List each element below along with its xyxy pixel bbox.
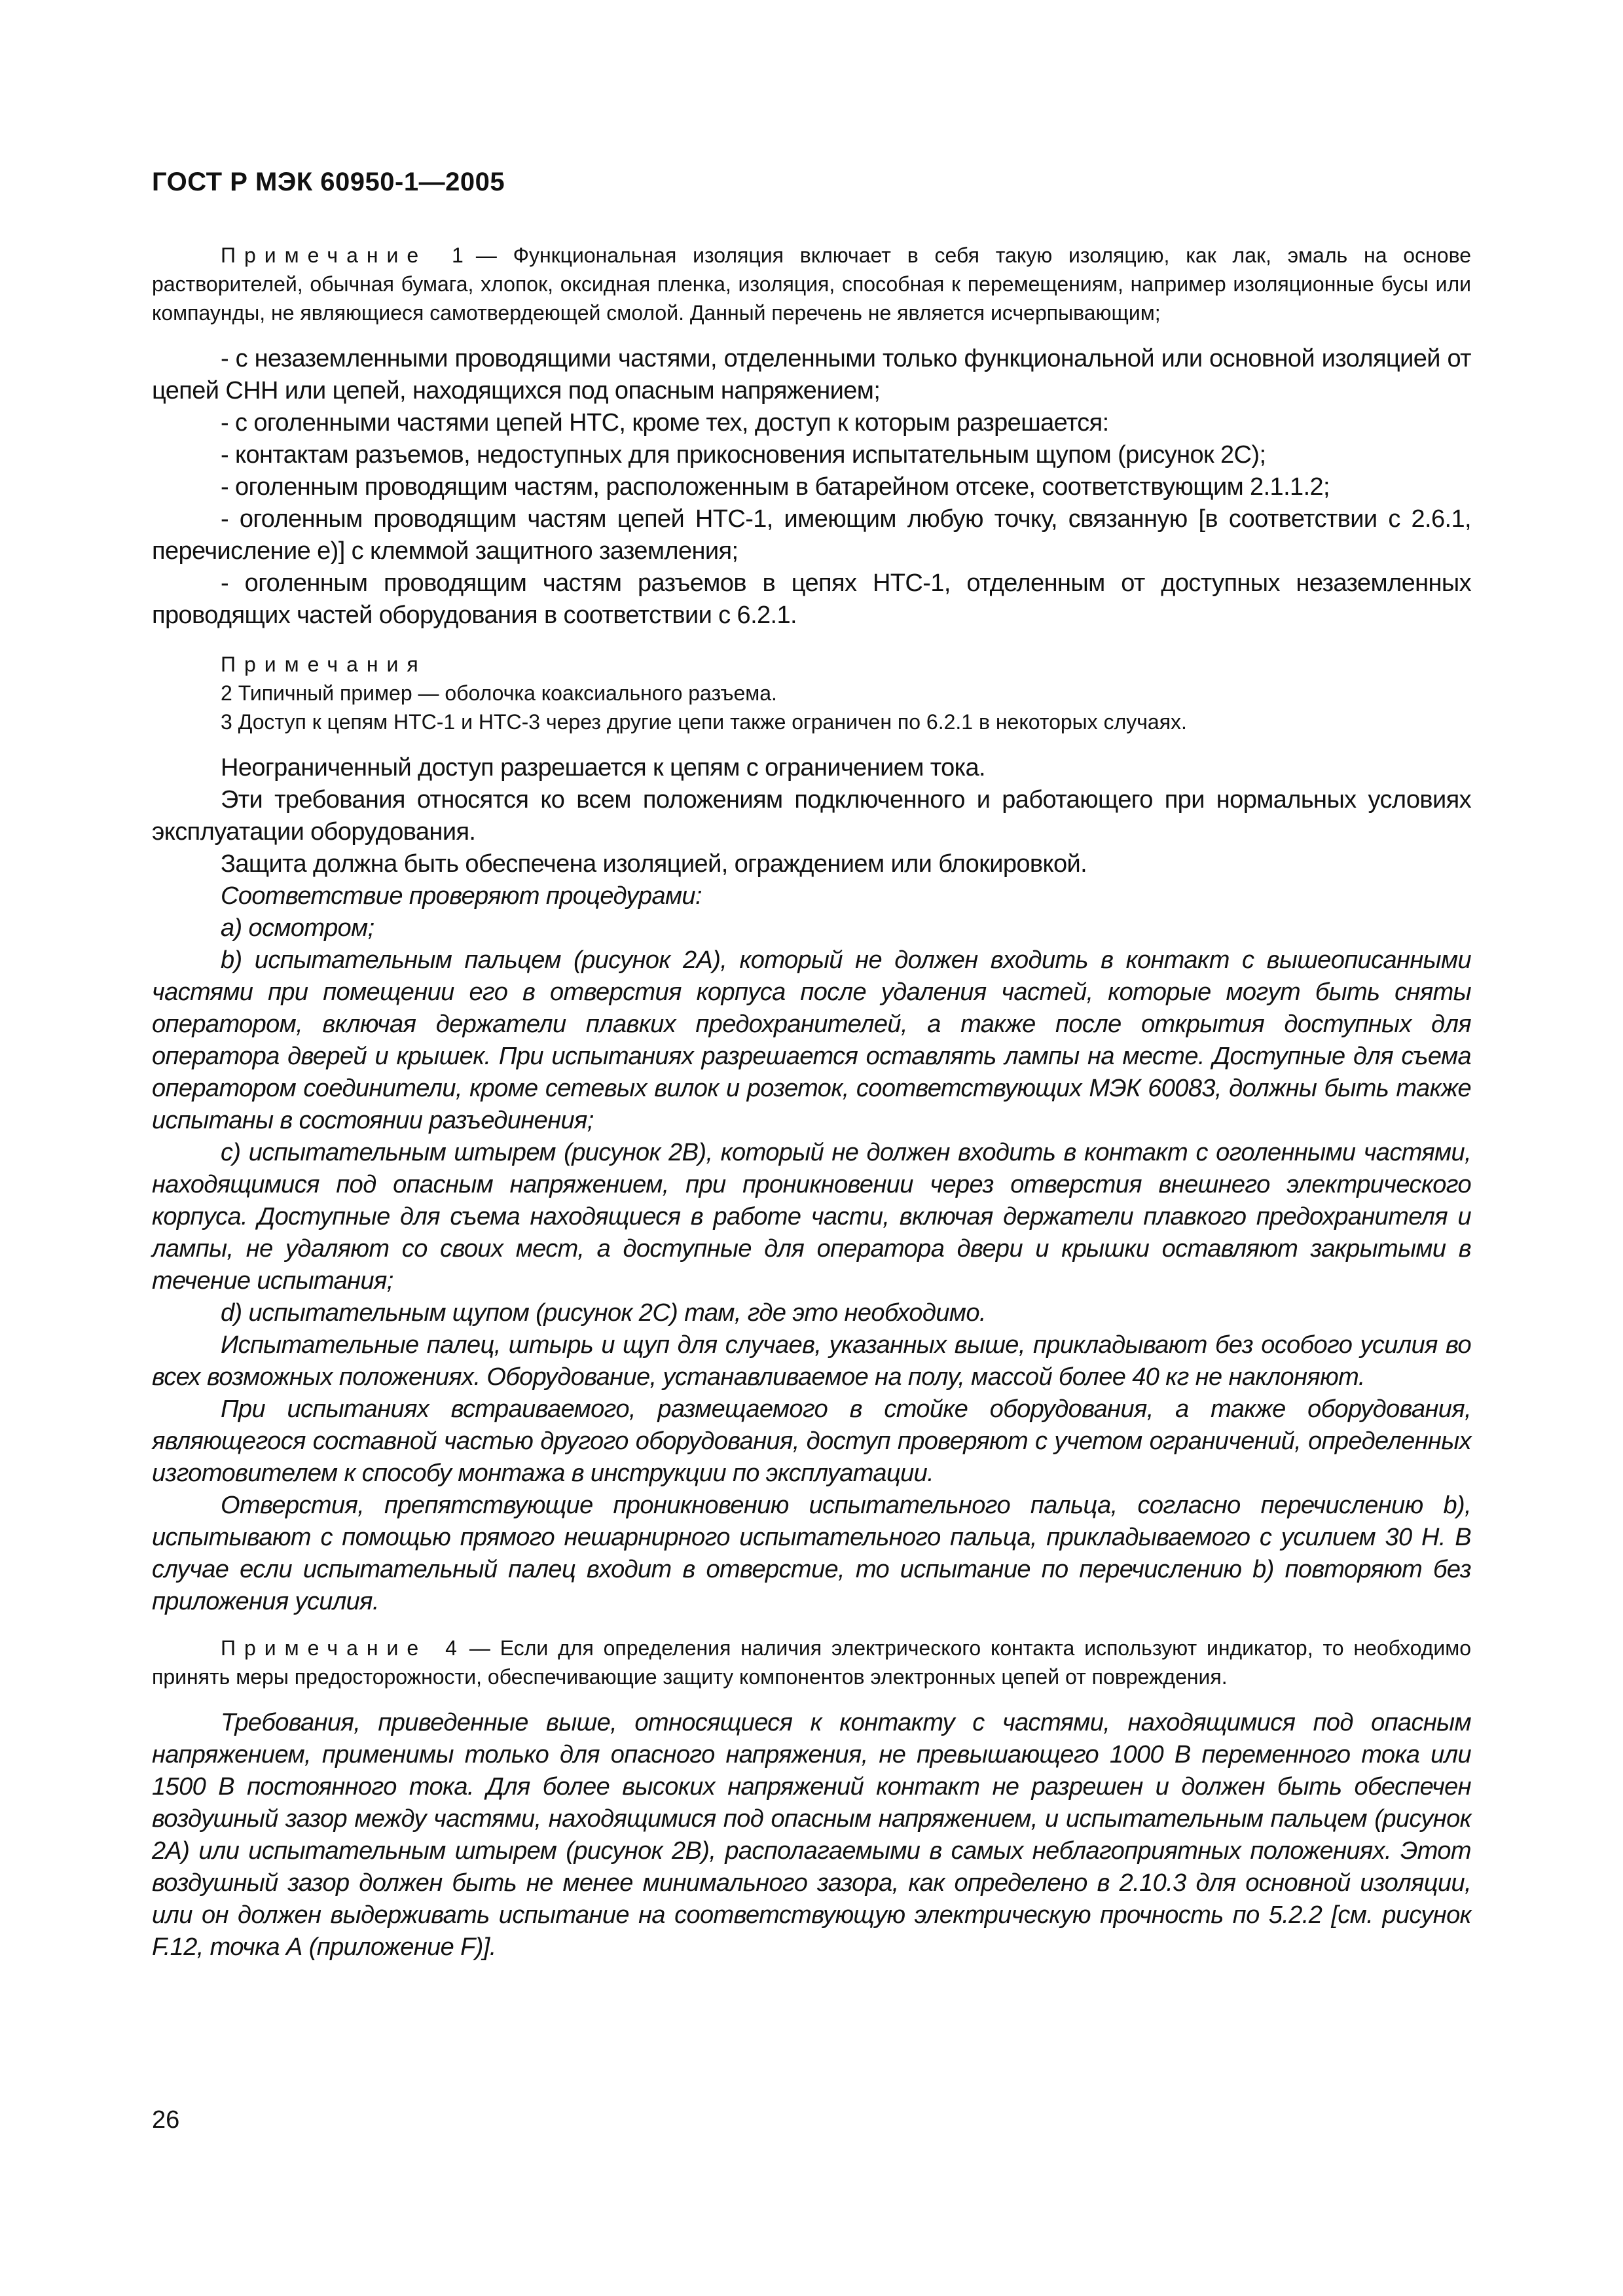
list-item: - контактам разъемов, недоступных для прикосновения испытательным щупом (рисунок 2С); [221,441,1266,469]
paragraph: Неограниченный доступ разрешается к цепям с ограничением тока. [221,754,986,781]
list-item: - оголенным проводящим частям, расположенным в батарейном отсеке, соответствующим 2.1.1.2; [221,473,1330,501]
page-content [152,241,1471,1964]
list-item: - с незаземленными проводящими частями, отделенными только функциональной или основной изоляцией от цепей СНН или цепей, находящихся под опасным напряжением; [152,345,1471,404]
compliance-item-d: d) испытательным щупом (рисунок 2С) там, где это необходимо. [221,1299,986,1327]
note-4-text: — Если для определения наличия электрического контакта используют индикатор, то необходимо принять меры предосторожности, обеспечивающие защиту компонентов электронных цепей от повреждения. [152,1636,1472,1689]
compliance-paragraph: Отверстия, препятствующие проникновению испытательного пальца, согласно перечислению b), испытывают с помощью прямого нешарнирного испытательного пальца, прикладываемого с усилием 30 Н. В случае если испытательный палец входит в отверстие, то испытание по перечислению b) повторяют без приложения усилия. [152,1492,1471,1615]
list-item: - оголенным проводящим частям разъемов в цепях НТС-1, отделенным от доступных незаземленных проводящих частей оборудования в соответствии с 6.2.1. [152,569,1471,629]
note-1 [152,241,1471,327]
compliance-paragraph: Испытательные палец, штырь и щуп для случаев, указанных выше, прикладывают без особого усилия во всех возможных положениях. Оборудование, устанавливаемое на полу, массой более 40 кг не наклоняют. [152,1331,1471,1391]
document-header: ГОСТ Р МЭК 60950-1—2005 [152,168,505,196]
note-4 [152,1634,1471,1691]
compliance-item-b: b) испытательным пальцем (рисунок 2А), который не должен входить в контакт с вышеописанными частями при помещении его в отверстия корпуса после удаления частей, которые могут быть сняты оператором, включая держатели плавких предохранителей, а также после открытия доступных для оператора дверей и крышек. При испытаниях разрешается оставлять лампы на месте. Доступные для съема оператором соединители, кроме сетевых вилок и розеток, соответствующих МЭК 60083, должны быть также испытаны в состоянии разъединения; [152,946,1471,1134]
compliance-intro: Соответствие проверяют процедурами: [221,882,702,910]
note-1-label: Примечание 1 [221,243,472,267]
compliance-item-a: а) осмотром; [221,914,374,942]
final-paragraph: Требования, приведенные выше, относящиеся к контакту с частями, находящимися под опасным напряжением, применимы только для опасного напряжения, не превышающего 1000 В переменного тока или 1500 В постоянного тока. Для более высоких напряжений контакт не разрешен и должен быть обеспечен воздушный зазор между частями, находящимися под опасным напряжением, и испытательным пальцем (рисунок 2А) или испытательным штырем (рисунок 2В), располагаемыми в самых неблагоприятных положениях. Этот воздушный зазор должен быть не менее минимального зазора, как определено в 2.10.3 для основной изоляции, или он должен выдерживать испытание на соответствующую электрическую прочность по 5.2.2 [см. рисунок F.12, точка А (приложение F)]. [152,1709,1471,1961]
note-1-text: — Функциональная изоляция включает в себя такую изоляцию, как лак, эмаль на основе растворителей, обычная бумага, хлопок, оксидная пленка, изоляция, способная к перемещениям, например изоляционные бусы или компаунды, не являющиеся самотвердеющей смолой. Данный перечень не является исчерпывающим; [152,243,1472,325]
compliance-item-c: с) испытательным штырем (рисунок 2В), который не должен входить в контакт с оголенными частями, находящимися под опасным напряжением, при проникновении через отверстия внешнего электрического корпуса. Доступные для съема находящиеся в работе части, включая держатели плавкого предохранителя и лампы, не удаляют со своих мест, а доступные для оператора двери и крышки оставляют закрытыми в течение испытания; [152,1139,1471,1295]
note-item: 3 Доступ к цепям НТС-1 и НТС-3 через другие цепи также ограничен по 6.2.1 в некоторых случаях. [221,710,1187,734]
note-4-label: Примечание 4 [221,1636,465,1660]
list-item: - оголенным проводящим частям цепей НТС-1, имеющим любую точку, связанную [в соответствии с 2.6.1, перечисление е)] с клеммой защитного заземления; [152,505,1471,565]
note-item: 2 Типичный пример — оболочка коаксиального разъема. [221,681,777,705]
page-number: 26 [152,2106,180,2134]
list-item: - с оголенными частями цепей НТС, кроме тех, доступ к которым разрешается: [221,409,1109,437]
paragraph: Эти требования относятся ко всем положениям подключенного и работающего при нормальных условиях эксплуатации оборудования. [152,786,1471,846]
compliance-paragraph: При испытаниях встраиваемого, размещаемого в стойке оборудования, а также оборудования, являющегося составной частью другого оборудования, доступ проверяют с учетом ограничений, определенных изготовителем к способу монтажа в инструкции по эксплуатации. [152,1395,1471,1487]
paragraph: Защита должна быть обеспечена изоляцией, ограждением или блокировкой. [221,850,1087,878]
notes-heading: Примечания [221,653,427,676]
